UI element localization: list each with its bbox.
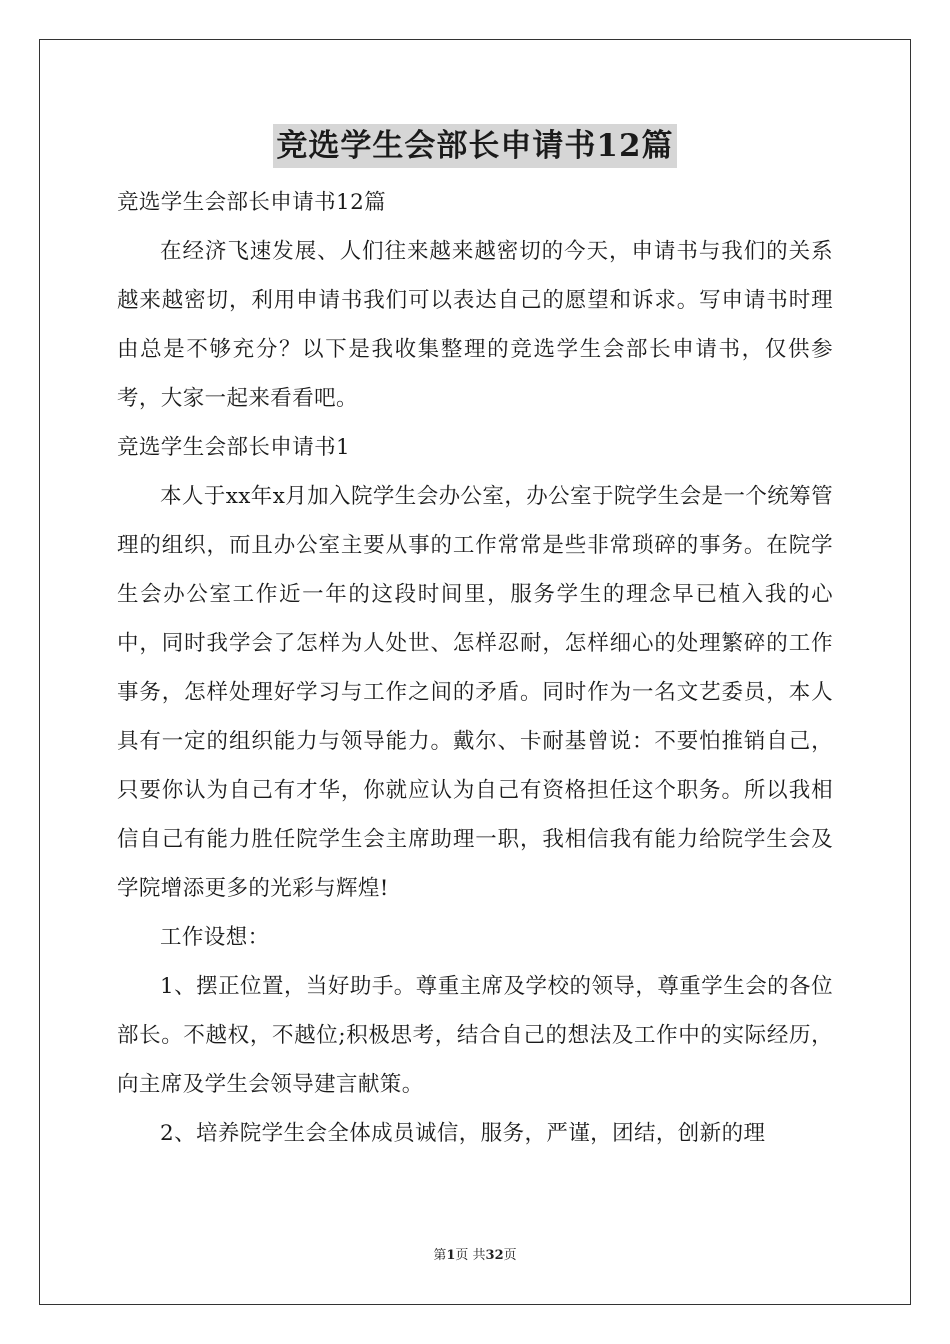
footer-page-mid: 页 共 — [455, 1248, 486, 1263]
paragraph: 工作设想： — [160, 925, 270, 950]
page-footer — [0, 1247, 950, 1265]
paragraph: 竞选学生会部长申请书12篇 — [117, 190, 387, 215]
footer-page-suffix: 页 — [503, 1248, 517, 1263]
title-container — [0, 124, 950, 168]
paragraph: 在经济飞速发展、人们往来越来越密切的今天，申请书与我们的关系越来越密切，利用申请书我们可以表达自己的愿望和诉求。写申请书时理由总是不够充分？以下是我收集整理的竞选学生会部长申请书，仅供参考，大家一起来看看吧。 — [117, 239, 833, 411]
document-body — [117, 178, 833, 1158]
footer-page-current: 1 — [446, 1248, 456, 1263]
footer-page-total: 32 — [485, 1248, 504, 1263]
paragraph: 2、培养院学生会全体成员诚信，服务，严谨，团结，创新的理 — [160, 1121, 766, 1146]
paragraph: 本人于xx年x月加入院学生会办公室，办公室于院学生会是一个统筹管理的组织，而且办公室主要从事的工作常常是些非常琐碎的事务。在院学生会办公室工作近一年的这段时间里，服务学生的理念早已植入我的心中，同时我学会了怎样为人处世、怎样忍耐，怎样细心的处理繁碎的工作事务，怎样处理好学习与工作之间的矛盾。同时作为一名文艺委员，本人具有一定的组织能力与领导能力。戴尔、卡耐基曾说：不要怕推销自己，只要你认为自己有才华，你就应认为自己有资格担任这个职务。所以我相信自己有能力胜任院学生会主席助理一职，我相信我有能力给院学生会及学院增添更多的光彩与辉煌! — [117, 484, 833, 901]
paragraph: 竞选学生会部长申请书1 — [117, 435, 351, 460]
footer-page-prefix: 第 — [433, 1248, 447, 1263]
document-title: 竞选学生会部长申请书12篇 — [273, 124, 676, 168]
paragraph: 1、摆正位置，当好助手。尊重主席及学校的领导，尊重学生会的各位部长。不越权，不越位;积极思考，结合自己的想法及工作中的实际经历，向主席及学生会领导建言献策。 — [117, 974, 833, 1097]
